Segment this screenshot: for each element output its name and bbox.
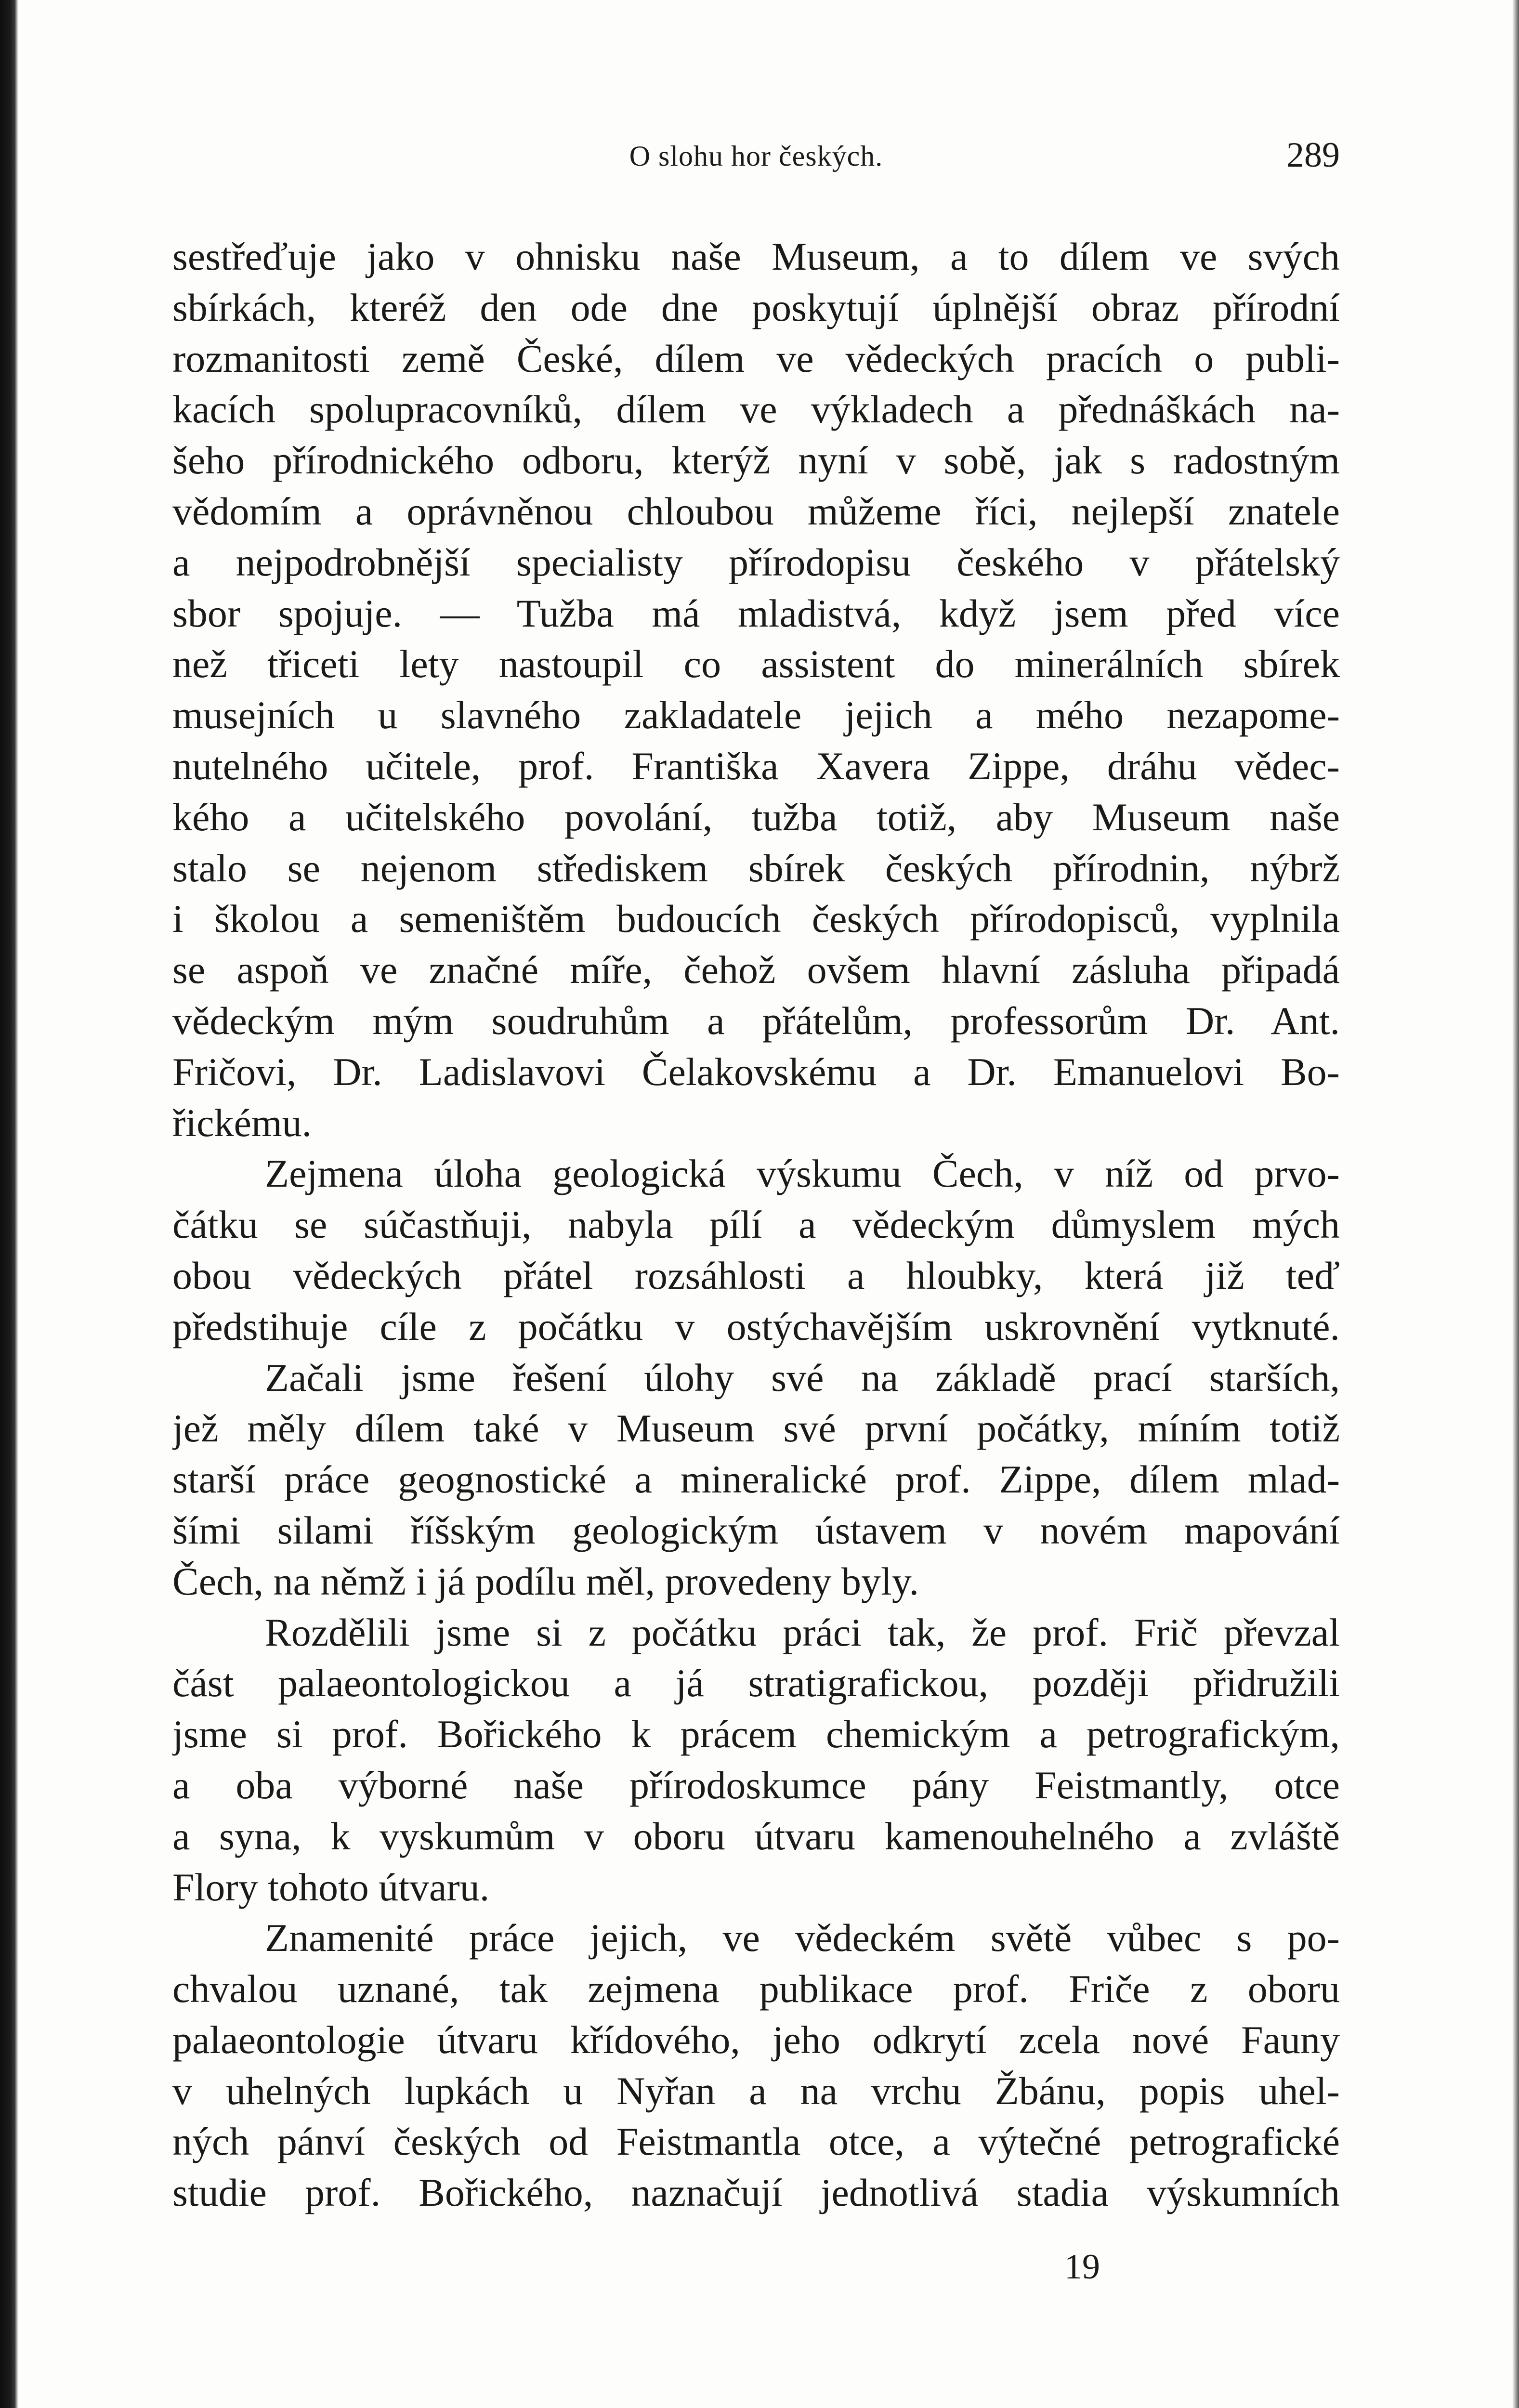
text-line: jež měly dílem také v Museum své první počátky, míním totiž xyxy=(172,1406,1340,1451)
text-line: Fričovi, Dr. Ladislavovi Čelakovskému a Dr. Emanuelovi Bo- xyxy=(172,1049,1340,1094)
text-line: starší práce geognostické a mineralické prof. Zippe, dílem mlad- xyxy=(172,1457,1340,1502)
text-line: ných pánví českých od Feistmantla otce, a výtečné petrografické xyxy=(172,2120,1340,2164)
text-line: obou vědeckých přátel rozsáhlosti a hloubky, která již teď xyxy=(172,1253,1340,1297)
text-line: sestřeďuje jako v ohnisku naše Museum, a to dílem ve svých xyxy=(172,235,1340,278)
text-line: vědomím a oprávněnou chloubou můžeme říci, nejlepší znatele xyxy=(172,489,1340,533)
text-line: než třiceti lety nastoupil co assistent do minerálních sbírek xyxy=(172,642,1340,686)
text-line: vědeckým mým soudruhům a přátelům, professorům Dr. Ant. xyxy=(172,998,1340,1043)
text-line: chvalou uznané, tak zejmena publikace prof. Friče z oboru xyxy=(172,1967,1340,2011)
paragraph-end-line: Čech, na němž i já podílu měl, provedeny byly. xyxy=(172,1559,919,1603)
binding-edge xyxy=(0,0,18,2408)
text-line: šeho přírodnického odboru, kterýž nyní v sobě, jak s radostným xyxy=(172,438,1340,483)
page-number: 289 xyxy=(1286,135,1340,175)
paragraph-end-line: řickému. xyxy=(172,1100,312,1145)
paragraph-start-line: Začali jsme řešení úlohy své na základě prací starších, xyxy=(265,1355,1340,1400)
text-line: kacích spolupracovníků, dílem ve výkladech a přednáškách na- xyxy=(172,387,1340,432)
text-line: palaeontologie útvaru křídového, jeho odkrytí zcela nové Fauny xyxy=(172,2017,1340,2062)
text-line: studie prof. Bořického, naznačují jednotlivá stadia výskumních xyxy=(172,2171,1340,2215)
text-line: čátku se súčastňuji, nabyla pílí a vědeckým důmyslem mých xyxy=(172,1203,1340,1247)
text-line: i školou a semeništěm budoucích českých přírodopisců, vyplnila xyxy=(172,897,1340,941)
page-edge xyxy=(1512,0,1519,2408)
printer-signature-mark: 19 xyxy=(1064,2247,1100,2287)
text-line: musejních u slavného zakladatele jejich a mého nezapome- xyxy=(172,693,1340,737)
running-title: O slohu hor českých. xyxy=(629,140,883,172)
paragraph-start-line: Rozdělili jsme si z počátku práci tak, že prof. Frič převzal xyxy=(265,1610,1340,1654)
text-line: sbírkách, kteréž den ode dne poskytují úplnější obraz přírodní xyxy=(172,285,1340,329)
paragraph-end-line: Flory tohoto útvaru. xyxy=(172,1865,490,1909)
text-line: předstihuje cíle z počátku v ostýchavějším uskrovnění vytknuté. xyxy=(172,1304,1340,1348)
text-line: sbor spojuje. — Tužba má mladistvá, když jsem před více xyxy=(172,591,1340,635)
text-line: a oba výborné naše přírodoskumce pány Feistmantly, otce xyxy=(172,1763,1340,1807)
text-line: rozmanitosti země České, dílem ve vědeckých pracích o publi- xyxy=(172,336,1340,380)
body-text xyxy=(172,231,1340,2218)
text-line: a nejpodrobnější specialisty přírodopisu českého v přátelský xyxy=(172,540,1340,584)
text-line: v uhelných lupkách u Nyřan a na vrchu Žbánu, popis uhel- xyxy=(172,2068,1340,2113)
text-line: šími silami říšským geologickým ústavem v novém mapování xyxy=(172,1508,1340,1552)
text-line: jsme si prof. Bořického k prácem chemickým a petrografickým, xyxy=(172,1712,1340,1756)
text-line: kého a učitelského povolání, tužba totiž, aby Museum naše xyxy=(172,795,1340,839)
text-line: se aspoň ve značné míře, čehož ovšem hlavní zásluha připadá xyxy=(172,948,1340,992)
text-line: nutelného učitele, prof. Františka Xavera Zippe, dráhu vědec- xyxy=(172,744,1340,788)
text-line: a syna, k vyskumům v oboru útvaru kamenouhelného a zvláště xyxy=(172,1814,1340,1858)
text-line: stalo se nejenom střediskem sbírek českých přírodnin, nýbrž xyxy=(172,846,1340,890)
text-line: část palaeontologickou a já stratigrafickou, později přidružili xyxy=(172,1661,1340,1705)
paragraph-start-line: Znamenité práce jejich, ve vědeckém světě vůbec s po- xyxy=(265,1916,1340,1960)
paragraph-start-line: Zejmena úloha geologická výskumu Čech, v níž od prvo- xyxy=(265,1152,1340,1196)
page-header xyxy=(172,130,1340,183)
